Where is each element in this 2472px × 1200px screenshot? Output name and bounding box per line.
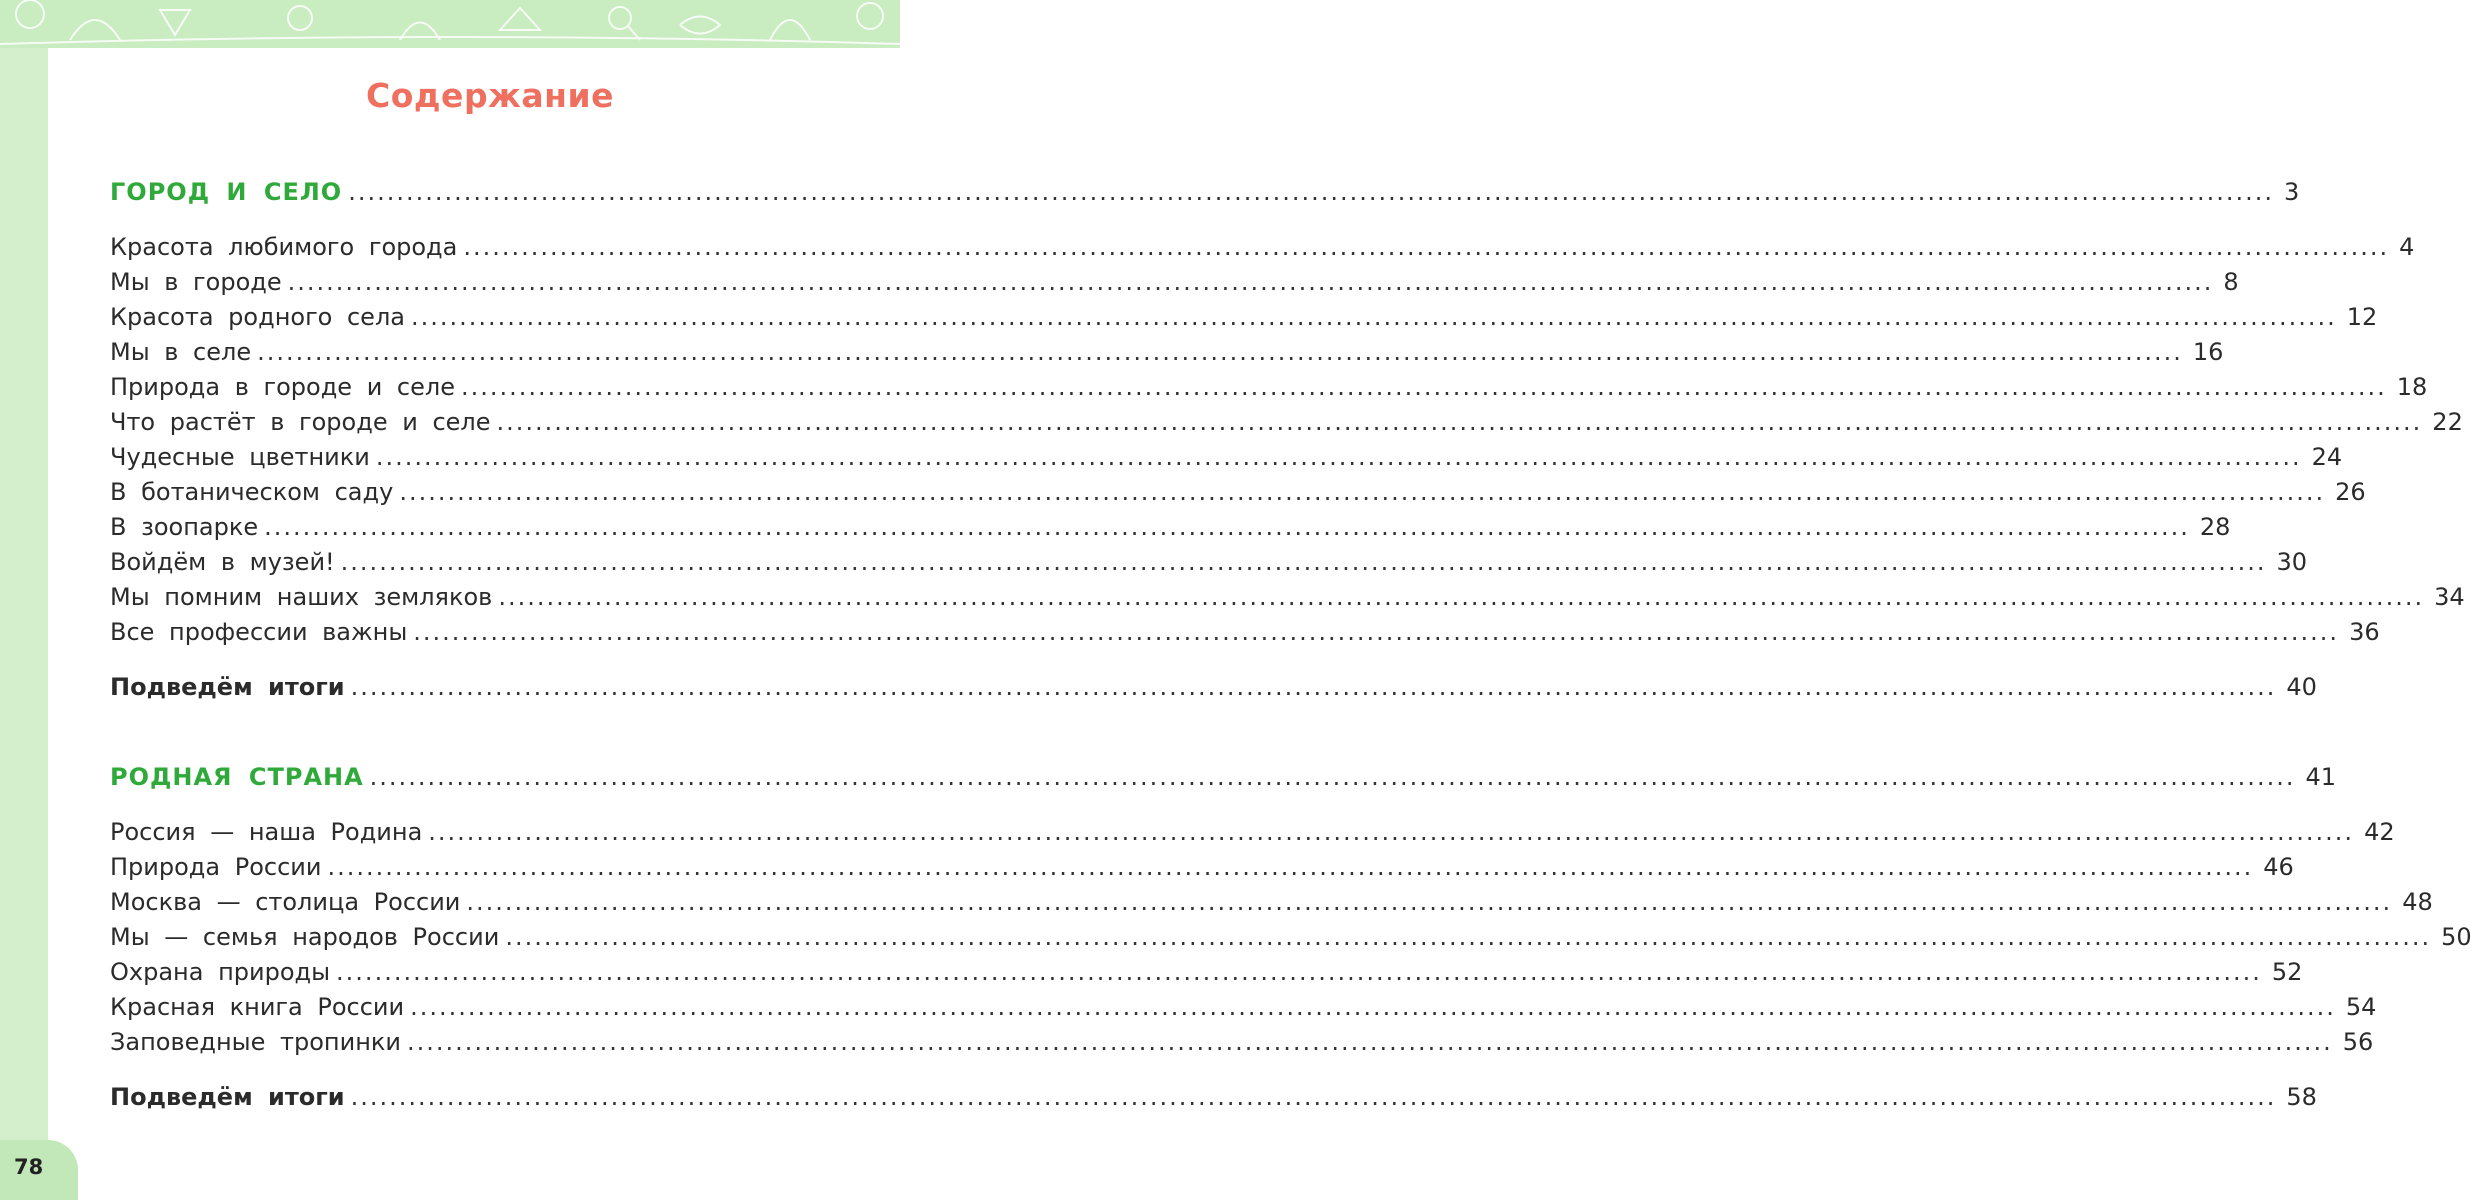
toc-entry — [110, 405, 2463, 439]
toc-entry-page-number: 18 — [2396, 373, 2428, 401]
page-number: 78 — [14, 1155, 44, 1179]
dot-leader: ........................................................................................................................................................................................................ — [264, 513, 2190, 541]
toc-entry-label: Красота любимого города — [110, 233, 458, 261]
circle-ornament-icon — [16, 0, 44, 28]
toc-entry-page-number: 22 — [2432, 408, 2463, 436]
toc-entry-page-number: 8 — [2223, 268, 2239, 296]
dot-leader: ........................................................................................................................................................................................................ — [428, 818, 2355, 846]
toc-entry-label: В ботаническом саду — [110, 478, 394, 506]
balloon-ornament-icon — [770, 20, 810, 40]
dot-leader: ........................................................................................................................................................................................................ — [287, 268, 2214, 296]
toc-entry-label: Мы помним наших земляков — [110, 583, 493, 611]
toc-entry — [110, 440, 2343, 474]
toc-entry-label: Москва — столица России — [110, 888, 461, 916]
dot-leader: ........................................................................................................................................................................................................ — [411, 303, 2337, 331]
toc-entry-page-number: 50 — [2441, 923, 2472, 951]
dot-leader: ........................................................................................................................................................................................................ — [327, 853, 2254, 881]
decorative-side-band — [0, 48, 48, 1200]
toc-entry-label: Войдём в музей! — [110, 548, 335, 576]
toc-entry-page-number: 54 — [2345, 993, 2377, 1021]
section-title-page-number: 3 — [2283, 178, 2300, 206]
dot-leader: ........................................................................................................................................................................................................ — [466, 888, 2393, 916]
toc-entry — [110, 230, 2415, 264]
toc-entry — [110, 885, 2433, 919]
dot-leader: ........................................................................................................................................................................................................ — [336, 958, 2262, 986]
section-title — [110, 175, 2300, 209]
toc-entry-page-number: 26 — [2335, 478, 2366, 506]
toc-entry — [110, 300, 2378, 334]
summary-entry-page-number: 58 — [2286, 1083, 2317, 1111]
summary-entry-page-number: 40 — [2286, 673, 2317, 701]
toc-entry-page-number: 48 — [2402, 888, 2433, 916]
toc-entry — [110, 510, 2231, 544]
arch-ornament-icon — [70, 20, 120, 40]
toc-entry-label: Красная книга России — [110, 993, 405, 1021]
dot-leader: ........................................................................................................................................................................................................ — [350, 673, 2277, 701]
toc-entry-label: Природа России — [110, 853, 322, 881]
toc-entry — [110, 920, 2472, 954]
dot-leader: ........................................................................................................................................................................................................ — [348, 178, 2274, 206]
sun-ornament-icon — [288, 6, 312, 30]
dot-leader: ........................................................................................................................................................................................................ — [369, 763, 2296, 791]
toc-entry — [110, 265, 2239, 299]
toc-entry-page-number: 52 — [2271, 958, 2303, 986]
dot-leader: ........................................................................................................................................................................................................ — [350, 1083, 2277, 1111]
toc-entry — [110, 335, 2224, 369]
section-title — [110, 760, 2336, 794]
section-title-label: ГОРОД И СЕЛО — [110, 178, 343, 206]
toc-entry — [110, 370, 2428, 404]
circle-ornament-icon — [857, 3, 883, 29]
toc-entry-label: Природа в городе и селе — [110, 373, 455, 401]
dot-leader: ........................................................................................................................................................................................................ — [410, 993, 2336, 1021]
toc-entry-label: Что растёт в городе и селе — [110, 408, 491, 436]
toc-entry-label: Мы в селе — [110, 338, 252, 366]
dot-leader: ........................................................................................................................................................................................................ — [496, 408, 2423, 436]
dot-leader: ........................................................................................................................................................................................................ — [340, 548, 2267, 576]
toc-entry — [110, 850, 2294, 884]
header-ornament-icons — [0, 0, 900, 48]
toc-entry-page-number: 28 — [2199, 513, 2231, 541]
dot-leader: ........................................................................................................................................................................................................ — [406, 1028, 2333, 1056]
summary-entry — [110, 1080, 2317, 1114]
toc-entry-page-number: 46 — [2263, 853, 2294, 881]
toc-entry-page-number: 24 — [2311, 443, 2343, 471]
dot-leader: ........................................................................................................................................................................................................ — [505, 923, 2432, 951]
summary-entry — [110, 670, 2317, 704]
dot-leader: ........................................................................................................................................................................................................ — [461, 373, 2387, 401]
toc-entry-label: Заповедные тропинки — [110, 1028, 401, 1056]
decorative-header-band — [0, 0, 900, 48]
toc-entry-label: Мы — семья народов России — [110, 923, 500, 951]
dot-leader: ........................................................................................................................................................................................................ — [463, 233, 2390, 261]
toc-entry-page-number: 34 — [2434, 583, 2465, 611]
dot-leader: ........................................................................................................................................................................................................ — [399, 478, 2326, 506]
toc-entry — [110, 545, 2307, 579]
fish-ornament-icon — [680, 17, 720, 34]
toc-entry-label: Все профессии важны — [110, 618, 408, 646]
toc-entry — [110, 580, 2465, 614]
magnifier-ornament-icon — [609, 7, 631, 29]
dot-leader: ........................................................................................................................................................................................................ — [413, 618, 2340, 646]
toc-entry-page-number: 4 — [2399, 233, 2415, 261]
toc-entry-label: Красота родного села — [110, 303, 405, 331]
summary-entry-label: Подведём итоги — [110, 673, 345, 701]
toc-entry-label: В зоопарке — [110, 513, 259, 541]
toc-entry-label: Охрана природы — [110, 958, 331, 986]
section-title-label: РОДНАЯ СТРАНА — [110, 763, 364, 791]
summary-entry-label: Подведём итоги — [110, 1083, 345, 1111]
toc-entry — [110, 1025, 2374, 1059]
dot-leader: ........................................................................................................................................................................................................ — [257, 338, 2183, 366]
toc-entry — [110, 475, 2366, 509]
toc-entry-label: Чудесные цветники — [110, 443, 370, 471]
sailboat-ornament-icon — [500, 8, 540, 30]
toc-entry — [110, 815, 2395, 849]
toc-entry — [110, 615, 2380, 649]
toc-entry — [110, 955, 2303, 989]
toc-entry-label: Мы в городе — [110, 268, 282, 296]
toc-entry-label: Россия — наша Родина — [110, 818, 423, 846]
toc-entry-page-number: 36 — [2349, 618, 2380, 646]
dot-leader: ........................................................................................................................................................................................................ — [375, 443, 2302, 471]
toc-entry-page-number: 16 — [2192, 338, 2224, 366]
toc-entry-page-number: 12 — [2346, 303, 2378, 331]
toc-entry-page-number: 42 — [2364, 818, 2395, 846]
page-title: Содержание — [366, 76, 614, 115]
triangle-ornament-icon — [160, 10, 190, 35]
toc-entry — [110, 990, 2377, 1024]
toc-entry-page-number: 56 — [2342, 1028, 2374, 1056]
dot-leader: ........................................................................................................................................................................................................ — [498, 583, 2425, 611]
section-title-page-number: 41 — [2305, 763, 2336, 791]
toc-entry-page-number: 30 — [2276, 548, 2307, 576]
